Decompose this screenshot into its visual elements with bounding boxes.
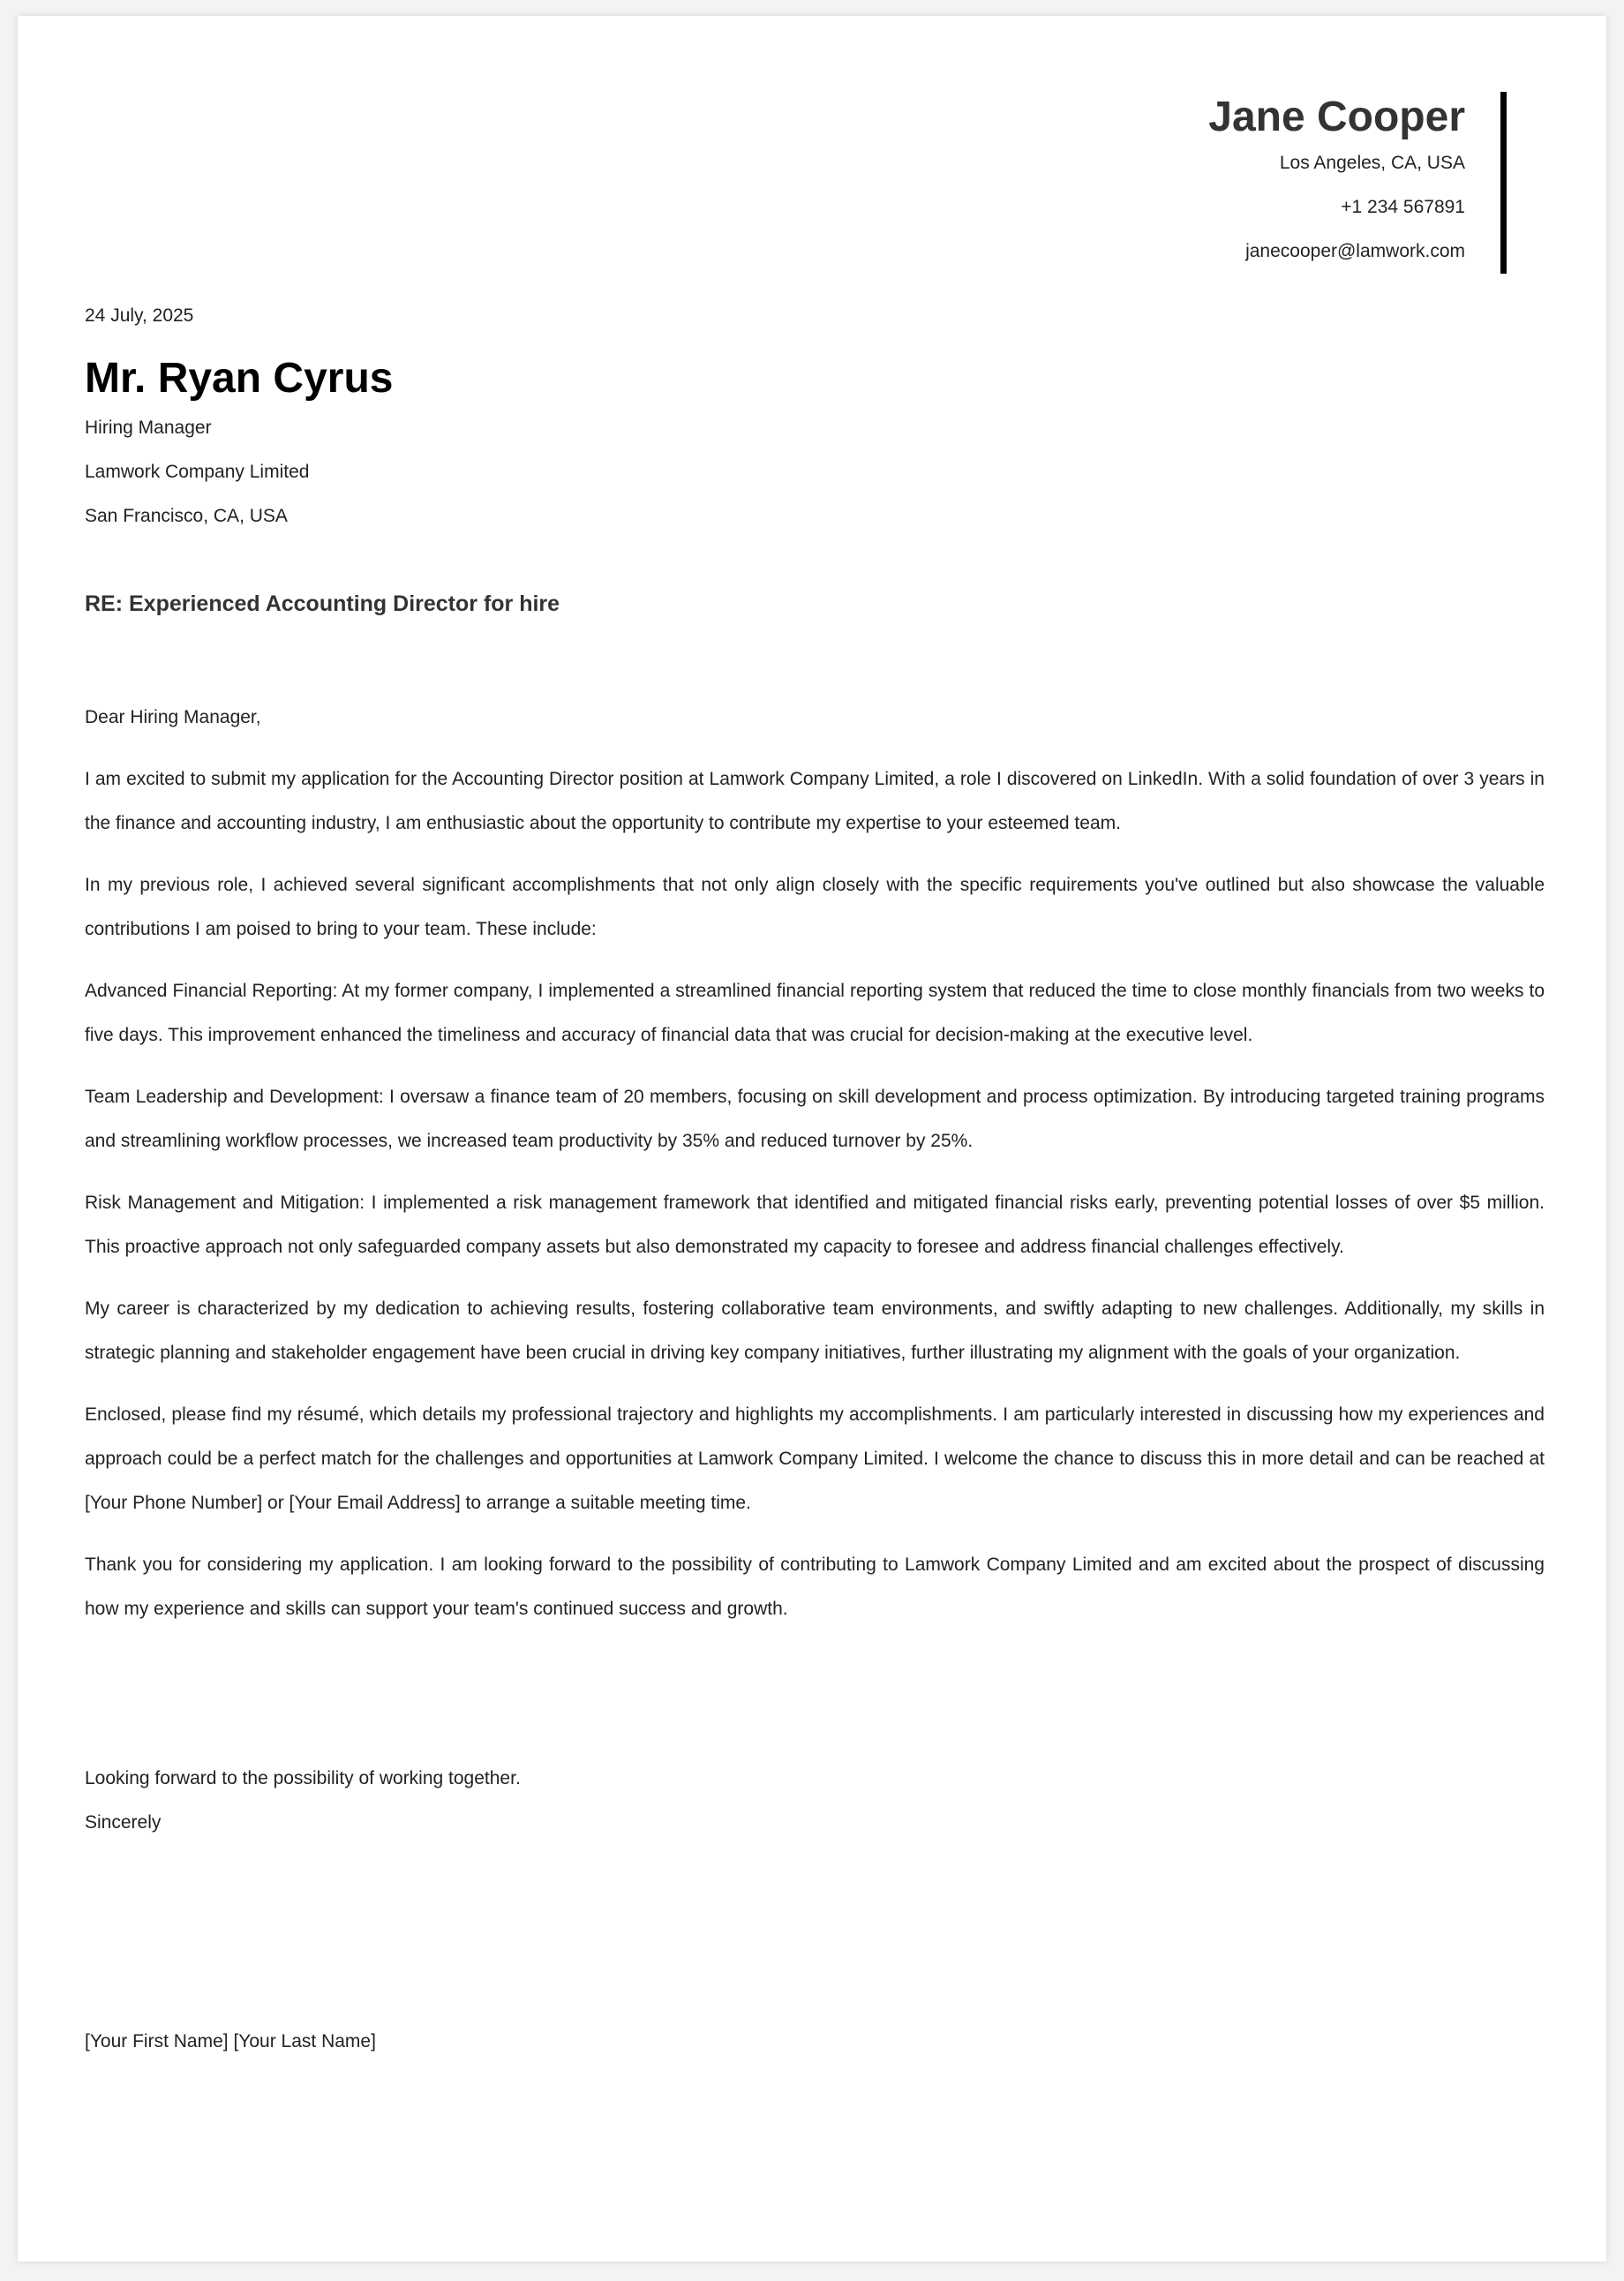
sender-phone: +1 234 567891: [1341, 197, 1465, 217]
body-paragraph: Enclosed, please find my résumé, which details my professional trajectory and highlights my accomplishments. I am particularly interested in discussing how my experiences and approach could be a perfect match for the challenges and opportunities at Lamwork Company Limited. I welcome the chance to discuss this in more detail and can be reached at [Your Phone Number] or [Your Email Address] to arrange a suitable meeting time.: [85, 1404, 1545, 1513]
sender-location: Los Angeles, CA, USA: [1279, 153, 1465, 173]
letter-body: [85, 696, 1545, 1649]
body-paragraph: Thank you for considering my application. I am looking forward to the possibility of contributing to Lamwork Company Limited and am excited about the prospect of discussing how my experience and skills can support your team's continued success and growth.: [85, 1555, 1545, 1619]
recipient-name: Mr. Ryan Cyrus: [85, 355, 394, 402]
body-paragraph: Advanced Financial Reporting: At my former company, I implemented a streamlined financial reporting system that reduced the time to close monthly financials from two weeks to five days. This improvement enhanced the timeliness and accuracy of financial data that was crucial for decision-making at the executive level.: [85, 981, 1545, 1045]
closing-line: Looking forward to the possibility of working together.: [85, 1768, 521, 1788]
letter-date: 24 July, 2025: [85, 305, 194, 326]
sender-name: Jane Cooper: [1208, 94, 1465, 140]
recipient-company: Lamwork Company Limited: [85, 462, 310, 482]
closing-block: [85, 1757, 521, 1845]
body-paragraph: My career is characterized by my dedication to achieving results, fostering collaborative team environments, and swiftly adapting to new challenges. Additionally, my skills in strategic planning and stakeholder engagement have been crucial in driving key company initiatives, further illustrating my alignment with the goals of your organization.: [85, 1299, 1545, 1363]
sender-email: janecooper@lamwork.com: [1245, 241, 1465, 261]
body-paragraph: Team Leadership and Development: I oversaw a finance team of 20 members, focusing on skill development and process optimization. By introducing targeted training programs and streamlining workflow processes, we increased team productivity by 35% and reduced turnover by 25%.: [85, 1087, 1545, 1151]
recipient-location: San Francisco, CA, USA: [85, 506, 288, 526]
recipient-block: [85, 351, 393, 538]
salutation: Dear Hiring Manager,: [85, 707, 261, 727]
signature-name: [Your First Name] [Your Last Name]: [85, 2031, 376, 2051]
body-paragraph: I am excited to submit my application for the Accounting Director position at Lamwork Company Limited, a role I discovered on LinkedIn. With a solid foundation of over 3 years in the finance and accounting industry, I am enthusiastic about the opportunity to contribute my expertise to your esteemed team.: [85, 769, 1545, 833]
letter-page: [18, 16, 1606, 2262]
body-paragraph: In my previous role, I achieved several significant accomplishments that not only align closely with the specific requirements you've outlined but also showcase the valuable contributions I am poised to bring to your team. These include:: [85, 875, 1545, 939]
body-paragraph: Risk Management and Mitigation: I implemented a risk management framework that identified and mitigated financial risks early, preventing potential losses of over $5 million. This proactive approach not only safeguarded company assets but also demonstrated my capacity to foresee and address financial challenges effectively.: [85, 1193, 1545, 1257]
sender-block: [1208, 92, 1507, 274]
sign-off: Sincerely: [85, 1812, 162, 1833]
letter-subject: RE: Experienced Accounting Director for hire: [85, 591, 560, 616]
recipient-title: Hiring Manager: [85, 418, 212, 438]
